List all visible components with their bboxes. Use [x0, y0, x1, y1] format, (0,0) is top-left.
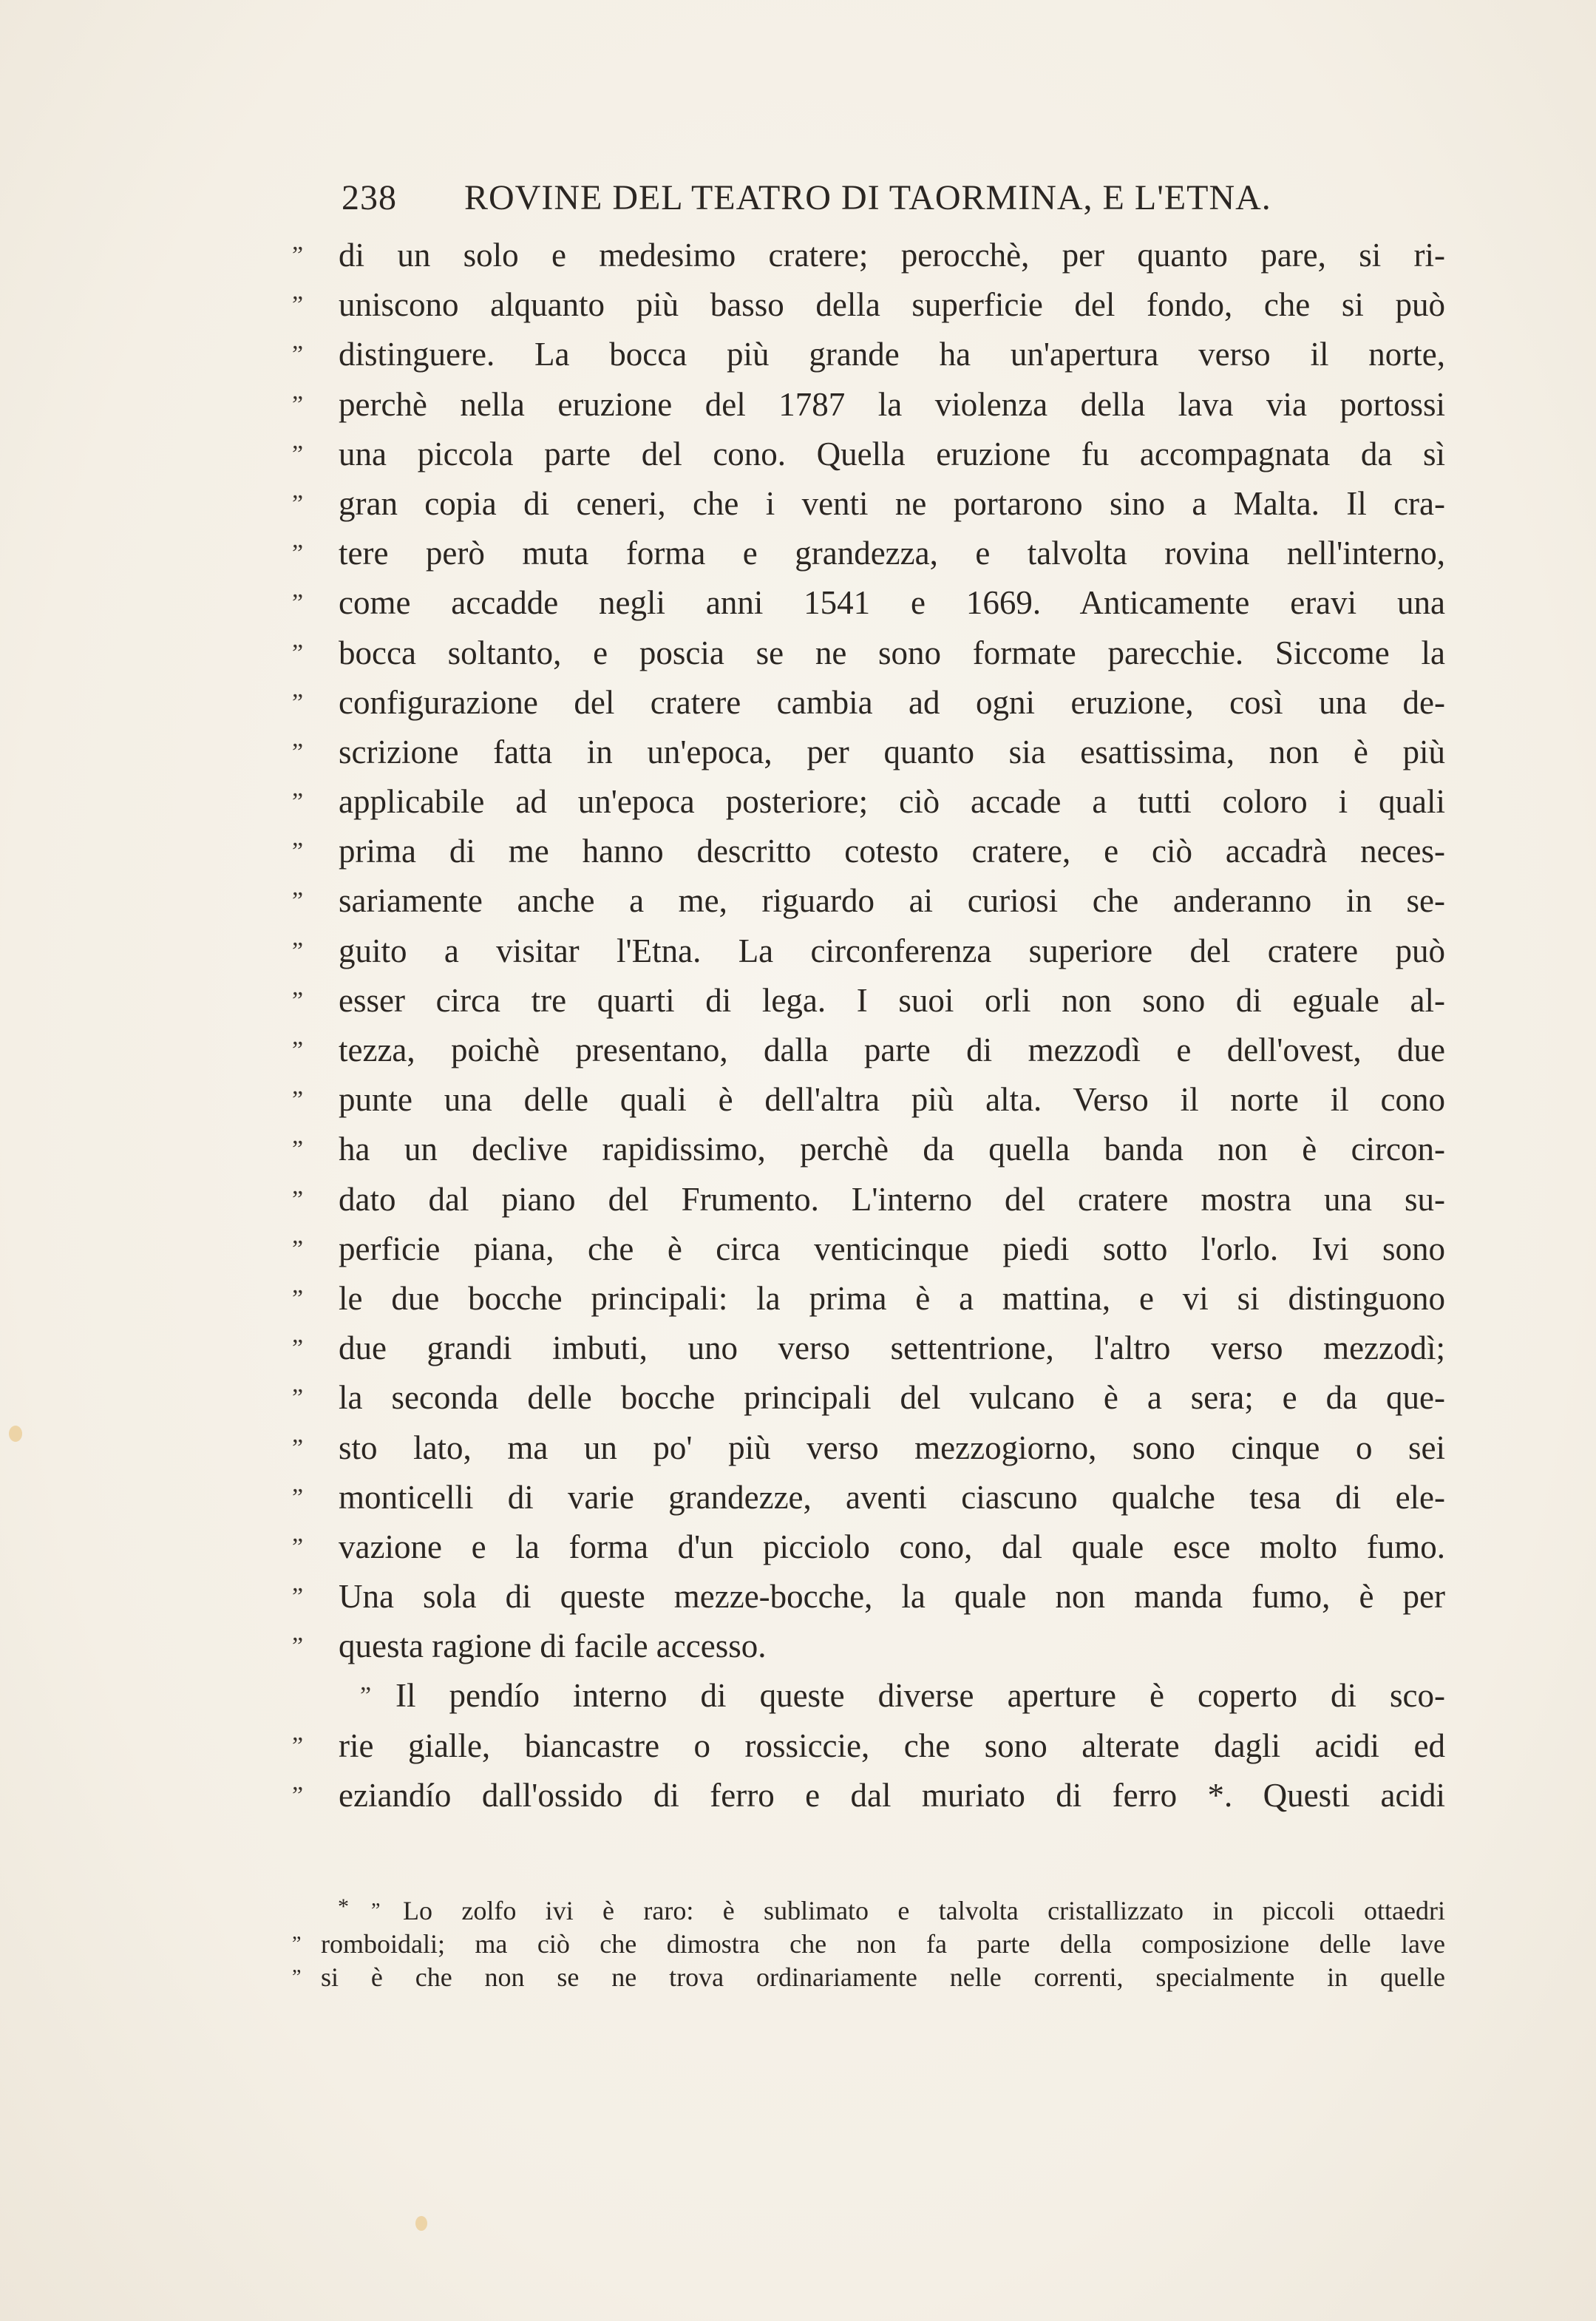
quote-mark: ” — [292, 1434, 304, 1462]
text-line: ” una piccola parte del cono. Quella eruzione fu accompagnata da sì — [292, 430, 1445, 479]
running-header — [342, 177, 1443, 229]
quote-mark: ” — [292, 688, 304, 716]
quote-mark: ” — [292, 738, 304, 766]
quote-mark: ” — [292, 1136, 304, 1164]
quote-mark: ” — [292, 1384, 304, 1412]
footnote — [292, 1894, 1445, 1994]
text-line: ” guito a visitar l'Etna. La circonferenza superiore del cratere può — [292, 926, 1445, 976]
quote-mark: ” — [292, 639, 304, 667]
text-line: ” vazione e la forma d'un picciolo cono, dal quale esce molto fumo. — [292, 1522, 1445, 1572]
text-line: ” rie gialle, biancastre o rossiccie, che sono alterate dagli acidi ed — [292, 1721, 1445, 1771]
text-line: ” uniscono alquanto più basso della superficie del fondo, che si può — [292, 280, 1445, 330]
text-line: ” sto lato, ma un po' più verso mezzogiorno, sono cinque o sei — [292, 1423, 1445, 1473]
text-line: ” prima di me hanno descritto cotesto cratere, e ciò accadrà neces- — [292, 827, 1445, 876]
text-line: ” punte una delle quali è dell'altra più alta. Verso il norte il cono — [292, 1075, 1445, 1125]
quote-mark: ” — [371, 1900, 381, 1922]
text-line: ” sariamente anche a me, riguardo ai curiosi che anderanno in se- — [292, 876, 1445, 926]
quote-mark: ” — [292, 838, 304, 866]
quote-mark: ” — [292, 1284, 304, 1312]
quote-mark: ” — [292, 440, 304, 468]
footnote-marker: * — [338, 1894, 349, 1919]
quote-mark: ” — [292, 887, 304, 915]
quote-mark: ” — [292, 1966, 302, 1989]
quote-mark: ” — [292, 788, 304, 816]
quote-mark: ” — [292, 937, 304, 965]
running-title: ROVINE DEL TEATRO DI TAORMINA, E L'ETNA. — [464, 178, 1271, 217]
text-line: ” esser circa tre quarti di lega. I suoi orli non sono di eguale al- — [292, 976, 1445, 1026]
quote-mark: ” — [360, 1682, 372, 1710]
text-line: ” configurazione del cratere cambia ad ogni eruzione, così una de- — [292, 678, 1445, 728]
text-line: ” scrizione fatta in un'epoca, per quanto sia esattissima, non è più — [292, 728, 1445, 777]
text-line: ” di un solo e medesimo cratere; perocchè, per quanto pare, si ri- — [292, 231, 1445, 280]
text-line: ” Il pendío interno di queste diverse aperture è coperto di sco- — [292, 1671, 1445, 1721]
quote-mark: ” — [292, 1235, 304, 1263]
text-line: ” perchè nella eruzione del 1787 la violenza della lava via portossi — [292, 380, 1445, 430]
text-line: ” come accadde negli anni 1541 e 1669. Anticamente eravi una — [292, 578, 1445, 628]
quote-mark: ” — [292, 1732, 304, 1760]
text-line: ” ha un declive rapidissimo, perchè da quella banda non è circon- — [292, 1125, 1445, 1174]
quote-mark: ” — [292, 986, 304, 1014]
text-line: ” perficie piana, che è circa venticinque piedi sotto l'orlo. Ivi sono — [292, 1224, 1445, 1274]
quote-mark: ” — [292, 1086, 304, 1114]
quote-mark: ” — [292, 489, 304, 518]
text-line: ” le due bocche principali: la prima è a mattina, e vi si distinguono — [292, 1274, 1445, 1324]
quote-mark: ” — [292, 1483, 304, 1511]
text-line: ” gran copia di ceneri, che i venti ne portarono sino a Malta. Il cra- — [292, 479, 1445, 529]
text-line: ” eziandío dall'ossido di ferro e dal muriato di ferro *. Questi acidi — [292, 1771, 1445, 1820]
quote-mark: ” — [292, 1633, 304, 1661]
quote-mark: ” — [292, 1185, 304, 1213]
page-number: 238 — [342, 178, 397, 217]
paper-stain — [415, 2216, 427, 2231]
text-line: ” distinguere. La bocca più grande ha un'apertura verso il norte, — [292, 330, 1445, 379]
paper-stain — [9, 1426, 22, 1442]
quote-mark: ” — [292, 1781, 304, 1809]
text-line: ” la seconda delle bocche principali del vulcano è a sera; e da que- — [292, 1373, 1445, 1423]
footnote-line: ” romboidali; ma ciò che dimostra che non fa parte della composizione delle lave — [292, 1928, 1445, 1961]
text-line: ” monticelli di varie grandezze, aventi ciascuno qualche tesa di ele- — [292, 1473, 1445, 1522]
quote-mark: ” — [292, 390, 304, 419]
footnote-line: * ” Lo zolfo ivi è raro: è sublimato e talvolta cristallizzato in piccoli ottaedri — [292, 1894, 1445, 1928]
text-line: ” due grandi imbuti, uno verso settentrione, l'altro verso mezzodì; — [292, 1324, 1445, 1373]
quote-mark: ” — [292, 291, 304, 319]
quote-mark: ” — [292, 1335, 304, 1363]
text-line: ” applicabile ad un'epoca posteriore; ciò accade a tutti coloro i quali — [292, 777, 1445, 827]
quote-mark: ” — [292, 1933, 302, 1956]
quote-mark: ” — [292, 589, 304, 617]
quote-mark: ” — [292, 242, 304, 269]
text-line: ” questa ragione di facile accesso. — [292, 1622, 1445, 1671]
text-line: ” Una sola di queste mezze-bocche, la quale non manda fumo, è per — [292, 1572, 1445, 1622]
text-line: ” tere però muta forma e grandezza, e talvolta rovina nell'interno, — [292, 529, 1445, 578]
quote-mark: ” — [292, 1583, 304, 1611]
quote-mark: ” — [292, 540, 304, 568]
text-line: ” bocca soltanto, e poscia se ne sono formate parecchie. Siccome la — [292, 628, 1445, 678]
footnote-line: ” si è che non se ne trova ordinariamente nelle correnti, specialmente in quelle — [292, 1961, 1445, 1994]
text-line: ” tezza, poichè presentano, dalla parte di mezzodì e dell'ovest, due — [292, 1026, 1445, 1075]
quote-mark: ” — [292, 1533, 304, 1561]
quote-mark: ” — [292, 341, 304, 369]
main-text — [292, 231, 1445, 1820]
quote-mark: ” — [292, 1037, 304, 1064]
text-line: ” dato dal piano del Frumento. L'interno del cratere mostra una su- — [292, 1175, 1445, 1224]
